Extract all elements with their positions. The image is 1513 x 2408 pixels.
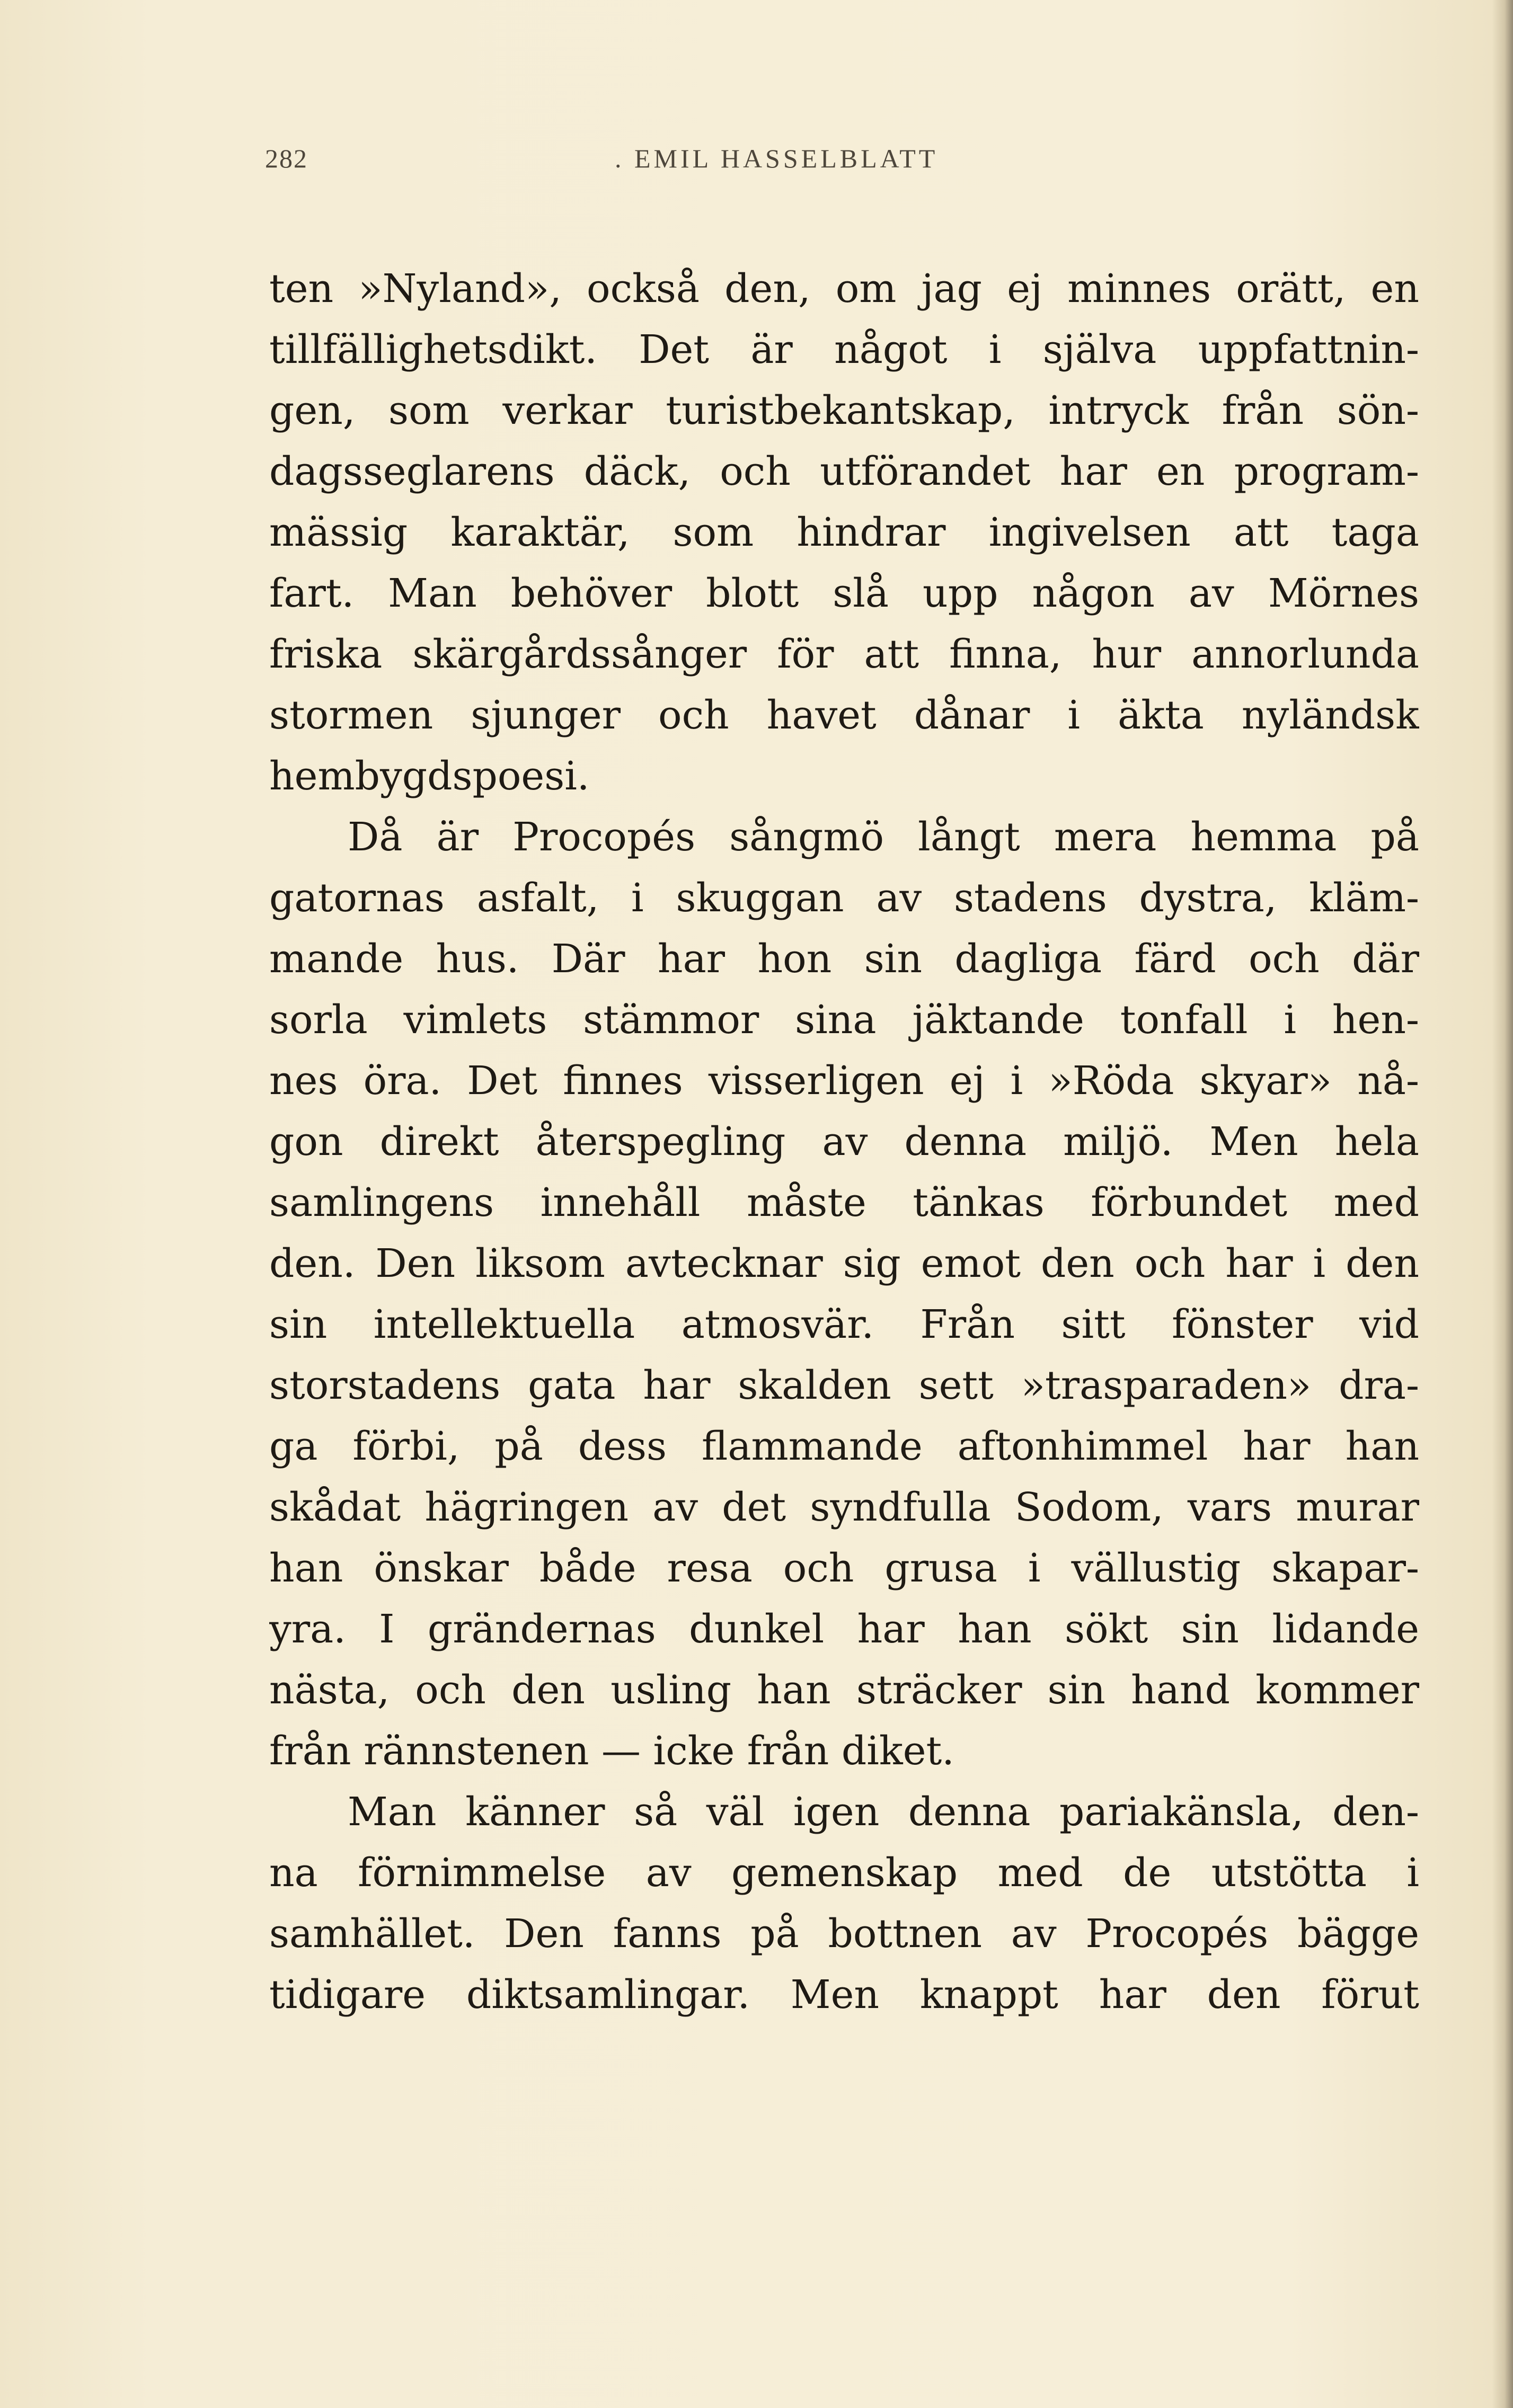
text-line: stormen sjunger och havet dånar i äkta nyländsk [269,692,1419,738]
text-line: storstadens gata har skalden sett »trasparaden» dra- [269,1363,1419,1408]
text-line: han önskar både resa och grusa i vällustig skapar- [269,1545,1419,1591]
body-text [269,259,1419,2025]
running-head [265,143,1420,185]
text-line: fart. Man behöver blott slå upp någon av Mörnes [269,571,1419,616]
text-line: Man känner så väl igen denna pariakänsla, den- [348,1789,1419,1835]
text-line: den. Den liksom avtecknar sig emot den och har i den [269,1241,1419,1286]
text-line: Då är Procopés sångmö långt mera hemma på [348,814,1419,860]
text-line: sorla vimlets stämmor sina jäktande tonfall i hen- [269,997,1419,1043]
running-title: . EMIL HASSELBLATT [615,144,939,173]
text-line: skådat hägringen av det syndfulla Sodom, vars murar [269,1485,1419,1530]
text-line: från rännstenen — icke från diket. [269,1728,954,1774]
text-line: na förnimmelse av gemenskap med de utstötta i [269,1850,1419,1896]
text-line: sin intellektuella atmosvär. Från sitt fönster vid [269,1302,1419,1347]
text-line: gon direkt återspegling av denna miljö. Men hela [269,1119,1419,1165]
text-line: tillfällighetsdikt. Det är något i själva uppfattnin- [269,327,1419,372]
text-line: samlingens innehåll måste tänkas förbundet med [269,1180,1419,1225]
text-line: hembygdspoesi. [269,753,590,799]
text-line: nes öra. Det finnes visserligen ej i »Röda skyar» nå- [269,1058,1419,1104]
page-edge-shadow [1492,0,1513,2408]
text-line: samhället. Den fanns på bottnen av Procopés bägge [269,1911,1419,1957]
text-line: dagsseglarens däck, och utförandet har en program- [269,449,1419,494]
text-line: friska skärgårdssånger för att finna, hur annorlunda [269,632,1419,677]
text-line: mässig karaktär, som hindrar ingivelsen att taga [269,510,1419,555]
text-line: gen, som verkar turistbekantskap, intryck från sön- [269,388,1419,433]
text-line: nästa, och den usling han sträcker sin hand kommer [269,1667,1419,1713]
text-line: yra. I grändernas dunkel har han sökt sin lidande [269,1606,1419,1652]
text-line: mande hus. Där har hon sin dagliga färd och där [269,936,1419,982]
text-line: gatornas asfalt, i skuggan av stadens dystra, kläm- [269,875,1419,921]
text-line: ga förbi, på dess flammande aftonhimmel har han [269,1424,1419,1469]
text-line: ten »Nyland», också den, om jag ej minnes orätt, en [269,266,1419,312]
text-line: tidigare diktsamlingar. Men knappt har den förut [269,1972,1419,2018]
page-number: 282 [265,144,308,173]
